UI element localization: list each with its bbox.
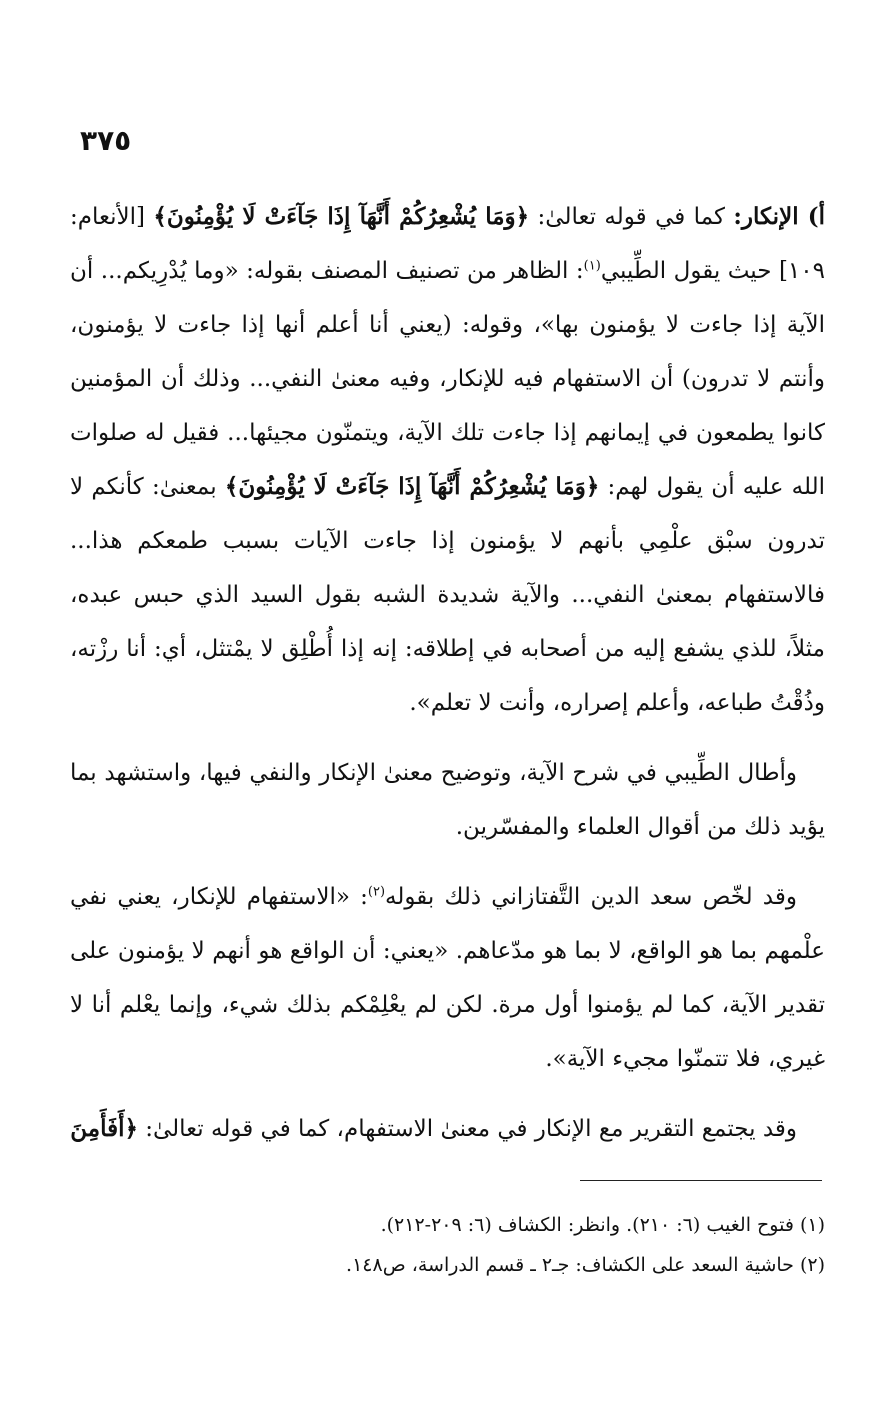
paragraph-text: : الظاهر من تصنيف المصنف بقوله: «وما يُدْرِيكم... أن الآية إذا جاءت لا يؤمنون بها»، وقوله: (يعني أنا أعلم أنها إذا جاءت لا يؤمنون، وأنتم لا تدرون) أن الاستفهام فيه للإنكار، وفيه معنىٰ النفي... وذلك أن المؤمنين كانوا يطمعون في إيمانهم إذا جاءت تلك الآية، ويتمنّون مجيئها... فقيل له صلوات الله عليه أن يقول لهم: (70, 258, 825, 500)
paragraph-2 (70, 746, 825, 854)
paragraph-text: [الأنعام: ١٠٩] حيث يقول الطِّيبي (70, 204, 825, 284)
quran-verse: ﴿وَمَا يُشْعِرُكُمْ أَنَّهَآ إِذَا جَآءَتْ لَا يُؤْمِنُونَ﴾ (224, 473, 600, 500)
paragraph-text: وقد لخّص سعد الدين التَّفتازاني ذلك بقوله (385, 884, 797, 910)
section-heading: أ) الإنكار: (733, 203, 825, 230)
paragraph-4 (70, 1102, 825, 1156)
footnote-1: (١) فتوح الغيب (٦: ٢١٠). وانظر: الكشاف (٦: ٢٠٩-٢١٢). (380, 1214, 825, 1236)
footnote-ref-2[interactable]: (٢) (367, 884, 386, 900)
footnotes (70, 1205, 825, 1285)
paragraph-1 (70, 190, 825, 730)
quran-verse: ﴿وَمَا يُشْعِرُكُمْ أَنَّهَآ إِذَا جَآءَتْ لَا يُؤْمِنُونَ﴾ (153, 203, 530, 230)
paragraph-3 (70, 870, 825, 1086)
page-number: ٣٧٥ (80, 124, 132, 157)
footnote-divider (580, 1180, 822, 1181)
footnote-ref-1[interactable]: (١) (583, 258, 601, 274)
paragraph-text: كما في قوله تعالىٰ: (529, 204, 734, 230)
paragraph-text: وقد يجتمع التقرير مع الإنكار في معنىٰ الاستفهام، كما في قوله تعالىٰ: (137, 1116, 797, 1142)
quran-verse: ﴿أَفَأَمِنَ (70, 1115, 138, 1142)
paragraph-text: : «الاستفهام للإنكار، يعني نفي علْمهم بما هو الواقع، لا بما هو مدّعاهم. «يعني: أن الواقع هو أنهم لا يؤمنون على تقدير الآية، كما لم يؤمنوا أول مرة. لكن لم يعْلِمْكم بذلك شيء، وإنما يعْلم أنا لا غيري، فلا تتمنّوا مجيء الآية». (70, 884, 825, 1072)
paragraph-text: وأطال الطِّيبي في شرح الآية، وتوضيح معنىٰ الإنكار والنفي فيها، واستشهد بما يؤيد ذلك من أقوال العلماء والمفسّرين. (70, 760, 825, 840)
paragraph-text: بمعنىٰ: كأنكم لا تدرون سبْق علْمِي بأنهم لا يؤمنون إذا جاءت الآيات بسبب طمعكم هذا... فالاستفهام بمعنىٰ النفي... والآية شديدة الشبه بقول السيد الذي حبس عبده، مثلاً، للذي يشفع إليه من أصحابه في إطلاقه: إنه إذا أُطْلِق لا يمْتثل، أي: أنا رزْته، وذُقْتُ طباعه، وأعلم إصراره، وأنت لا تعلم». (70, 474, 825, 716)
footnote-2: (٢) حاشية السعد على الكشاف: جـ٢ ـ قسم الدراسة، ص١٤٨. (346, 1254, 825, 1276)
main-text (70, 190, 825, 1172)
